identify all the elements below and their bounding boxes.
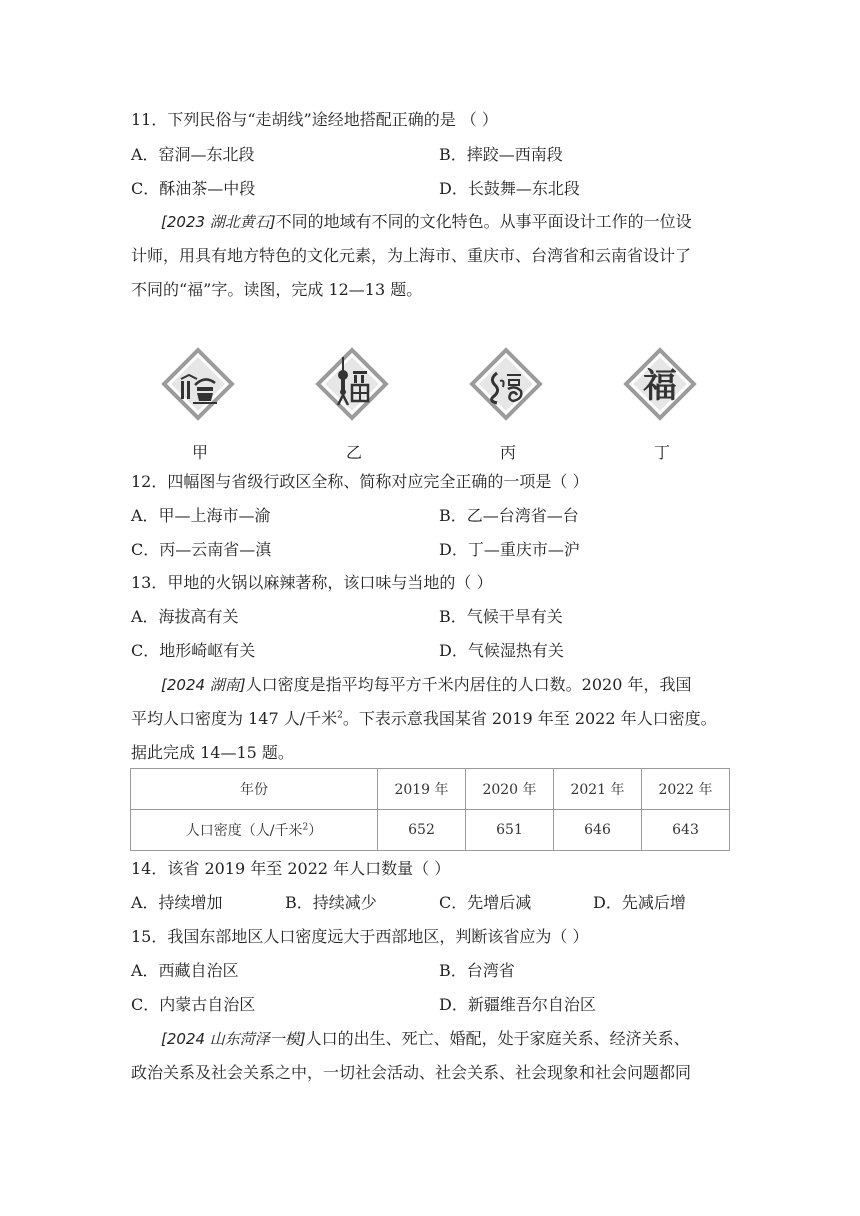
passage1-line1 (161, 212, 692, 232)
passage2-source: [2024 湖南] (161, 676, 246, 694)
table-year-2020: 2020 年 (466, 769, 554, 810)
q12-option-c: C．丙—云南省—滇 (131, 540, 272, 559)
passage1-text1: 不同的地域有不同的文化特色。从事平面设计工作的一位设 (275, 212, 692, 231)
passage2-line1 (161, 675, 691, 695)
row-label-text: 人口密度（人/千米 (185, 823, 303, 839)
q12-option-a: A．甲—上海市—渝 (131, 506, 271, 525)
q11-option-a: A．窑洞—东北段 (131, 145, 255, 164)
fu-yi-icon (313, 345, 391, 423)
passage3-source: [2024 山东菏泽一模] (161, 1030, 306, 1048)
table-value-2021: 646 (554, 810, 642, 851)
table-header-row (131, 769, 730, 810)
passage2-text1: 人口密度是指平均每平方千米内居住的人口数。2020 年，我国 (245, 675, 692, 694)
figure-label-yi: 乙 (345, 443, 362, 462)
q11-option-d: D．长鼓舞—东北段 (439, 179, 580, 198)
row-label-sup: 2 (302, 822, 309, 833)
figure-label-jia: 甲 (191, 443, 208, 462)
table-header-label: 年份 (131, 769, 378, 810)
q11-option-c: C．酥油茶—中段 (131, 179, 256, 198)
fu-jia-icon (159, 345, 237, 423)
figure-label-ding: 丁 (653, 443, 670, 462)
q12-option-d: D．丁—重庆市—沪 (439, 540, 580, 559)
q15-option-a: A．西藏自治区 (131, 961, 239, 980)
fu-bing-icon (467, 345, 545, 423)
passage1-line3: 不同的“福”字。读图，完成 12—13 题。 (131, 280, 423, 299)
q13-stem: 13．甲地的火锅以麻辣著称，该口味与当地的（ ） (131, 573, 493, 592)
q13-option-c: C．地形崎岖有关 (131, 641, 256, 660)
q15-option-c: C．内蒙古自治区 (131, 995, 256, 1014)
q14-option-d: D．先减后增 (593, 893, 686, 912)
table-row (131, 810, 730, 851)
passage1-source: [2023 湖北黄石] (161, 213, 276, 231)
q14-option-c: C．先增后减 (439, 893, 532, 912)
passage3-line2: 政治关系及社会关系之中，一切社会活动、社会关系、社会现象和社会问题都同 (131, 1063, 692, 1082)
fu-ding-glyph: 福 (643, 366, 677, 406)
table-year-2019: 2019 年 (378, 769, 466, 810)
q15-option-d: D．新疆维吾尔自治区 (439, 995, 596, 1014)
figure-label-bing: 丙 (499, 443, 516, 462)
table-value-2022: 643 (642, 810, 730, 851)
table-row-label (131, 810, 378, 851)
table-value-2019: 652 (378, 810, 466, 851)
passage2-line2 (131, 709, 717, 729)
table-value-2020: 651 (466, 810, 554, 851)
q13-option-a: A．海拔高有关 (131, 607, 239, 626)
q11-option-b: B．摔跤—西南段 (439, 145, 563, 164)
q15-option-b: B．台湾省 (439, 961, 515, 980)
q13-option-b: B．气候干旱有关 (439, 607, 563, 626)
table-year-2022: 2022 年 (642, 769, 730, 810)
passage1-line2: 计师，用具有地方特色的文化元素，为上海市、重庆市、台湾省和云南省设计了 (131, 246, 692, 265)
q12-option-b: B．乙—台湾省—台 (439, 506, 579, 525)
passage3-line1 (161, 1029, 690, 1049)
q14-stem: 14．该省 2019 年至 2022 年人口数量（ ） (131, 859, 451, 878)
table-year-2021: 2021 年 (554, 769, 642, 810)
population-density-table (130, 768, 730, 851)
q15-stem: 15．我国东部地区人口密度远大于西部地区，判断该省应为（ ） (131, 927, 589, 946)
row-label-close: ） (308, 823, 323, 839)
fu-figure (0, 345, 860, 425)
q13-option-d: D．气候湿热有关 (439, 641, 564, 660)
passage2-text2b: 。下表示意我国某省 2019 年至 2022 年人口密度。 (342, 709, 717, 728)
fu-ding-icon (621, 345, 699, 423)
q12-stem: 12．四幅图与省级行政区全称、简称对应完全正确的一项是（ ） (131, 472, 589, 491)
q14-option-b: B．持续减少 (285, 893, 377, 912)
passage2-sup: 2 (337, 710, 343, 721)
passage2-text2a: 平均人口密度为 147 人/千米 (131, 709, 338, 728)
passage2-line3: 据此完成 14—15 题。 (131, 743, 294, 762)
passage3-text1: 人口的出生、死亡、婚配，处于家庭关系、经济关系、 (305, 1029, 690, 1048)
q14-option-a: A．持续增加 (131, 893, 223, 912)
q11-stem: 11．下列民俗与“走胡线”途经地搭配正确的是 （ ） (131, 110, 498, 129)
